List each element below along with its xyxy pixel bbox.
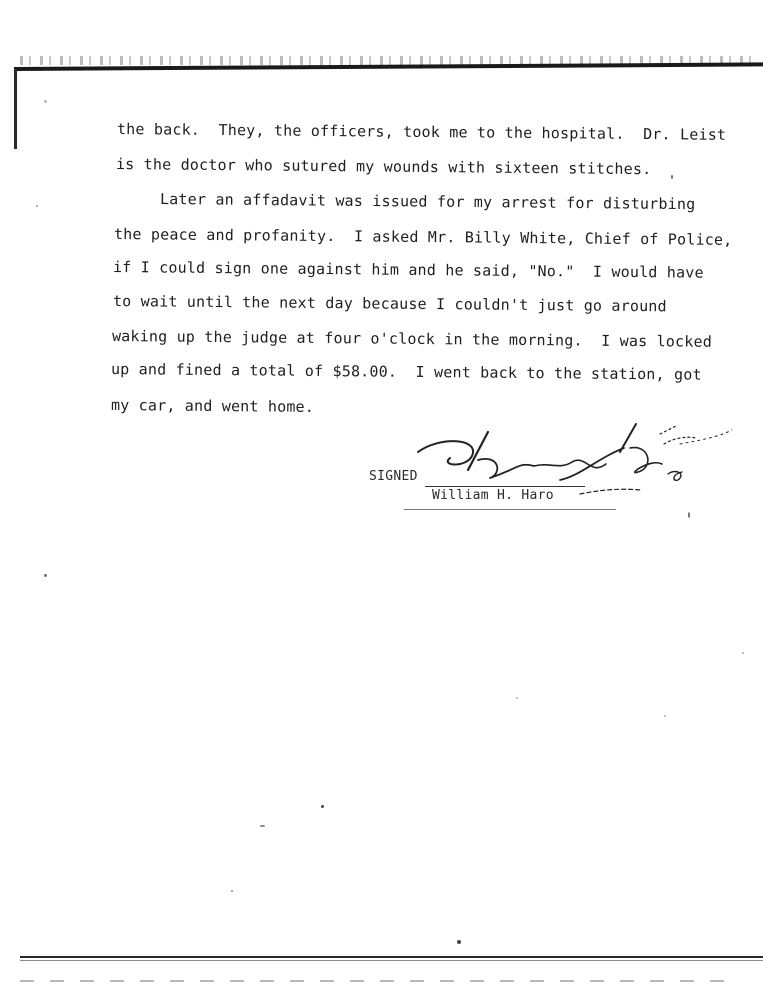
statement-line: my car, and went home. bbox=[110, 396, 315, 416]
bottom-rule bbox=[20, 956, 763, 958]
signature-line bbox=[425, 486, 585, 487]
signed-label: SIGNED bbox=[369, 469, 418, 484]
statement-line: if I could sign one against him and he said, "No." I would have bbox=[112, 258, 704, 282]
typed-signer-name: William H. Haro bbox=[432, 488, 554, 503]
handwritten-signature bbox=[410, 418, 740, 518]
bottom-rule-shadow bbox=[20, 960, 763, 961]
bottom-scan-noise bbox=[20, 980, 740, 982]
statement-line: is the doctor who sutured my wounds with sixteen stitches. bbox=[115, 155, 652, 179]
statement-line: waking up the judge at four o'clock in the morning. I was locked bbox=[111, 327, 713, 351]
statement-line: Later an affadavit was issued for my arrest for disturbing bbox=[159, 190, 696, 214]
statement-line: the peace and profanity. I asked Mr. Billy White, Chief of Police, bbox=[113, 225, 733, 249]
signature-underline bbox=[404, 509, 616, 510]
statement-line: the back. They, the officers, took me to the hospital. Dr. Leist bbox=[116, 120, 727, 144]
statement-line: to wait until the next day because I couldn't just go around bbox=[112, 292, 667, 316]
statement-line: up and fined a total of $58.00. I went back to the station, got bbox=[110, 360, 702, 384]
